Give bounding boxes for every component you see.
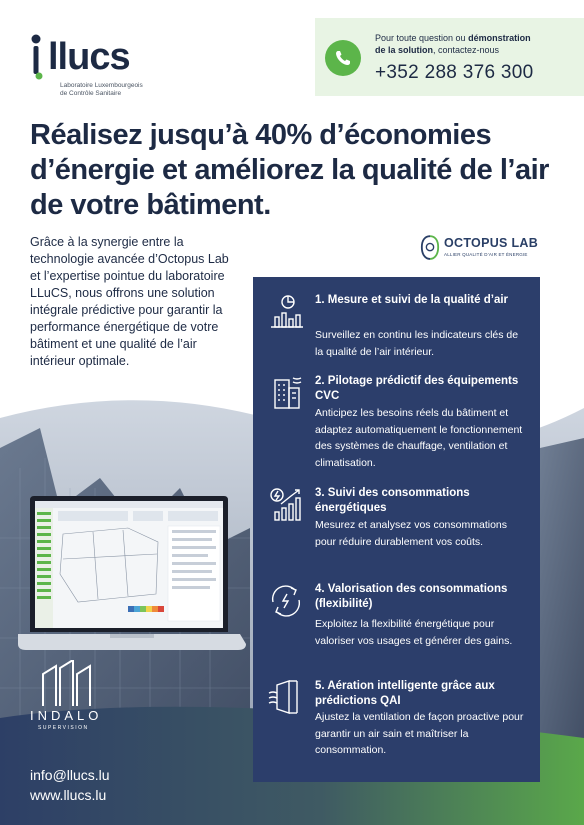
feature-description: Exploitez la flexibilité énergétique pour valoriser vos usages et générer des gains. (315, 618, 513, 647)
air-quality-chart-icon (267, 293, 305, 331)
phone-number[interactable]: +352 288 376 300 (375, 62, 534, 83)
octopus-lab-icon (420, 234, 440, 262)
indalo-logo (30, 660, 110, 730)
contact-text: Pour toute question ou démonstration de la solution, contactez-nous (375, 33, 531, 55)
phone-icon[interactable] (325, 40, 361, 76)
page-headline: Réalisez jusqu’à 40% d’économies d’énergie et améliorez la qualité de l’air de votre bâtiment. (30, 119, 549, 221)
laptop-dashboard-image (18, 494, 246, 652)
footer-contact (30, 765, 110, 805)
octopus-lab-name: OCTOPUS LAB (444, 236, 539, 250)
footer-email[interactable]: info@llucs.lu (30, 767, 110, 783)
feature-description: Anticipez les besoins réels du bâtiment et adaptez automatiquement le fonctionnement des systèmes de chauffage, ventilation et climatisation. (315, 407, 523, 469)
feature-title: 3. Suivi des consommations énergétiques (315, 487, 470, 514)
feature-title: 5. Aération intelligente grâce aux prédictions QAI (315, 680, 495, 707)
octopus-lab-tagline: ALLIER QUALITÉ D’AIR ET ÉNERGIE (444, 252, 528, 257)
llucs-logo (30, 32, 170, 102)
energy-cycle-icon (267, 582, 305, 620)
indalo-name: INDALO (30, 708, 103, 723)
window-ventilation-icon (267, 679, 305, 717)
octopus-lab-logo (420, 232, 540, 264)
feature-description: Ajustez la ventilation de façon proactive pour garantir un air sain et maîtriser la consommation. (315, 711, 524, 756)
building-icon (267, 374, 305, 412)
feature-description: Mesurez et analysez vos consommations pour réduire durablement vos coûts. (315, 519, 507, 548)
indalo-building-icon (38, 660, 98, 706)
feature-title: 4. Valorisation des consommations (flexibilité) (315, 583, 508, 610)
feature-title: 2. Pilotage prédictif des équipements CVC (315, 375, 519, 402)
brand-subtitle: Laboratoire Luxembourgeois de Contrôle Sanitaire (60, 82, 143, 97)
llucs-logo-icon (30, 34, 44, 80)
footer-website[interactable]: www.llucs.lu (30, 787, 107, 803)
feature-description: Surveillez en continu les indicateurs clés de la qualité de l’air intérieur. (315, 329, 519, 358)
features-panel (253, 277, 540, 782)
feature-title: 1. Mesure et suivi de la qualité d’air (315, 294, 509, 306)
contact-box (315, 18, 584, 96)
energy-growth-icon (267, 486, 305, 524)
indalo-sub: SUPERVISION (38, 725, 89, 731)
intro-paragraph: Grâce à la synergie entre la technologie avancée d’Octopus Lab et l’expertise pointue du laboratoire LLuCS, nous offrons une solution intégrale prédictive pour garantir la performance énergétique de votre bâtiment et une qualité de l’air intérieur optimale. (30, 235, 229, 368)
brand-name: llucs (48, 36, 130, 78)
